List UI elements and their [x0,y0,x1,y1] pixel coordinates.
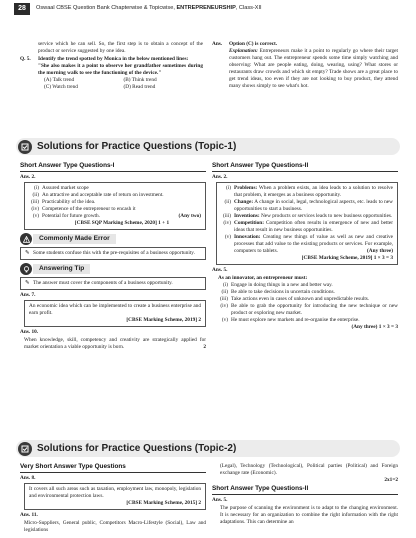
common-error-text: Some students confuse this with the pre-requisites of a business opportunity. [33,250,195,257]
topic-badge-icon [18,442,32,456]
answer-label: Ans. [212,41,223,47]
topic-2-banner-title: Solutions for Practice Questions (Topic-2) [37,443,237,454]
answer-2-box [24,182,206,230]
topic-badge-icon [18,140,32,154]
explanation-text: Entrepreneurs make it a point to regularly go where their target customers hang out. The entrepreneur spends some time simply watching and observing: What are people eating, doing, wearing, using? What stores or restaurants draw crowds and which sit empty? Trade shows are a great place to get trend ideas, too even if they are not looking to buy product, they attend many shows simply to see what's hot. [229,47,399,89]
top-left-column [20,41,203,91]
answer-10-text: When knowledge, skill, competency and creativity are strategically applied for market orientation a viable opportunity is born. [24,337,206,351]
answer-5-label: Ans. 5. [212,267,228,274]
book-subject: ENTREPRENEURSHIP [176,5,236,11]
top-right-column [212,41,398,90]
answer-value: Option (C) is correct. [229,41,278,47]
common-error-title: Commonly Made Error [33,234,116,244]
warning-icon [20,233,32,245]
list-item: (v) He must explore new markets and re-organise the enterprise. [221,317,360,324]
list-item: (iv) Be able to grab the opportunity for introducing the new technique or new product or exploring new market. [220,303,398,317]
question-5-quote: "She also makes it a point to observe her grandfather sometimes during the morning walk to see the functioning of the device." [38,62,203,76]
continued-answer-text: service which he can sell. So, the first step is to obtain a concept of the product or service suggested by one idea. [38,41,203,54]
list-item: (ii) Change: A change in social, legal, technological aspects, etc. leads to new opportunities to start a business. [224,199,393,213]
answer-2-label: Ans. 2. [20,174,36,181]
short-answer-ii-heading: Short Answer Type Questions-II [212,162,398,172]
left-column-topic-1 [20,162,206,351]
list-item: (iv) Competence of the entrepreneur to encash it [31,206,136,213]
question-5-text: Identify the trend spotted by Monica in the below mentioned lines: [38,55,189,62]
answer-8-source: [CBSE Marking Scheme, 2015] 2 [126,500,201,507]
option-a: (A) Talk trend [44,76,75,83]
topic-1-banner-title: Solutions for Practice Questions (Topic-1) [37,141,237,152]
answer-8-label: Ans. 8. [20,475,36,482]
answer-5-intro: As an innovator, an entrepreneur must: [218,275,308,282]
answer-8-text: It covers all such areas such as taxation, employment law, monopoly, legislation and environmental protection laws. [29,486,201,500]
answer-10-body [20,337,206,351]
right-column-topic-2 [212,463,398,526]
answering-tip-text: The answer must cover the components of a business opportunity. [33,280,173,287]
option-b: (B) Think trend [123,76,157,83]
answering-tip-title: Answering Tip [33,264,90,274]
answer-2-marks: (Any two) [178,213,201,220]
explanation [212,48,398,90]
question-5 [20,55,203,63]
question-5-label: Q. 5. [20,55,31,62]
list-item: (v) Potential for future growth. (Any two) [32,213,201,220]
explanation-label: Explanation: [229,47,258,54]
pen-icon: ✎ [25,280,30,287]
answer-8-box [24,483,206,510]
answer-5-label: Ans. 5. [212,497,228,504]
right-column-topic-1 [212,162,398,331]
answer-2-box [216,182,398,265]
answer-7-box [24,300,206,327]
page-header [0,0,416,17]
option-c: (C) Watch trend [44,83,78,90]
answer-7-source: [CBSE Marking Scheme, 2019] 2 [126,317,201,324]
continued-answer-marks: 2x1=2 [384,476,398,483]
list-item: (iii) Practicability of the idea. [31,199,96,206]
answer-q5 [212,41,398,48]
lightbulb-icon [20,263,32,275]
answer-options [38,77,203,91]
list-item: (v) Innovation: Creating new things of value as well as new and creative processes that add value to the existing products or services. For example, computers to tablets. (Any three) [224,234,393,255]
list-item: (iii) Take actions even in cases of unknown and unpredictable results. [220,296,370,303]
answer-2-source: [CBSE SQP Marking Scheme, 2020] 1 + 1 [74,220,170,227]
book-title-prefix: Oswaal CBSE Question Bank Chapterwise & Topicwise, [36,5,175,11]
list-item: (iii) Inventions: New products or services leads to new business opportunities. [223,213,393,220]
topic-1-banner [16,138,400,155]
answer-5-text: The purpose of scanning the environment is to adapt to the changing environment. It is necessary for an organization to combine the right information with the right adaptations. This can determine an [220,505,398,526]
pen-icon: ✎ [25,250,30,257]
short-answer-i-heading: Short Answer Type Questions-I [20,162,206,172]
answer-2-label: Ans. 2. [212,174,228,181]
answering-tip-heading [20,263,206,275]
common-error-heading [20,233,206,245]
common-error-box [20,247,206,260]
left-column-topic-2 [20,463,206,534]
list-item: (ii) Be able to take decisions in uncertain conditions. [221,289,335,296]
list-item: (i) Assured market scope [34,185,89,192]
answer-5-marks: (Any three) 1 × 3 = 3 [351,324,398,331]
page-number: 28 [14,3,30,15]
list-item: (iv) Competition: Competition often results in emergence of new and better ideas that result in new business opportunities. [223,220,394,234]
continued-answer-text: (Legal), Technology (Technological), Political parties (Political) and Foreign exchange rate (Economic). [220,463,398,476]
answer-11-label: Ans. 11. [20,512,38,519]
answer-2-source: [CBSE Marking Scheme, 2019] 1 × 3 = 3 [301,255,393,262]
answer-10-marks: 2 [203,344,206,351]
answering-tip-box [20,277,206,290]
short-answer-ii-heading: Short Answer Type Questions-II [212,485,398,495]
list-item: (i) Problems: When a problem exists, an idea leads to a solution to resolve that problem, it emerges as a business opportunity. [226,185,393,199]
list-item: (ii) An attractive and acceptable rate of return on investment. [32,192,164,199]
answer-11-text: Micro-Suppliers, General public, Competitors Macro-Lifestyle (Social), Law and legislations [24,520,206,534]
answer-5-body [212,275,398,331]
running-head [36,5,262,12]
topic-2-banner [16,440,400,457]
answer-10-label: Ans. 10. [20,329,39,336]
answer-2-marks: (Any three) [367,248,393,255]
answer-7-text: An economic idea which can be implemented to create a business enterprise and earn profit. [29,303,201,317]
list-item: (i) Engage in doing things in a new and better way. [223,282,333,289]
book-class: , Class-XII [235,5,262,11]
answer-7-label: Ans. 7. [20,292,36,299]
option-d: (D) Read trend [123,83,156,90]
very-short-answer-heading: Very Short Answer Type Questions [20,463,206,473]
